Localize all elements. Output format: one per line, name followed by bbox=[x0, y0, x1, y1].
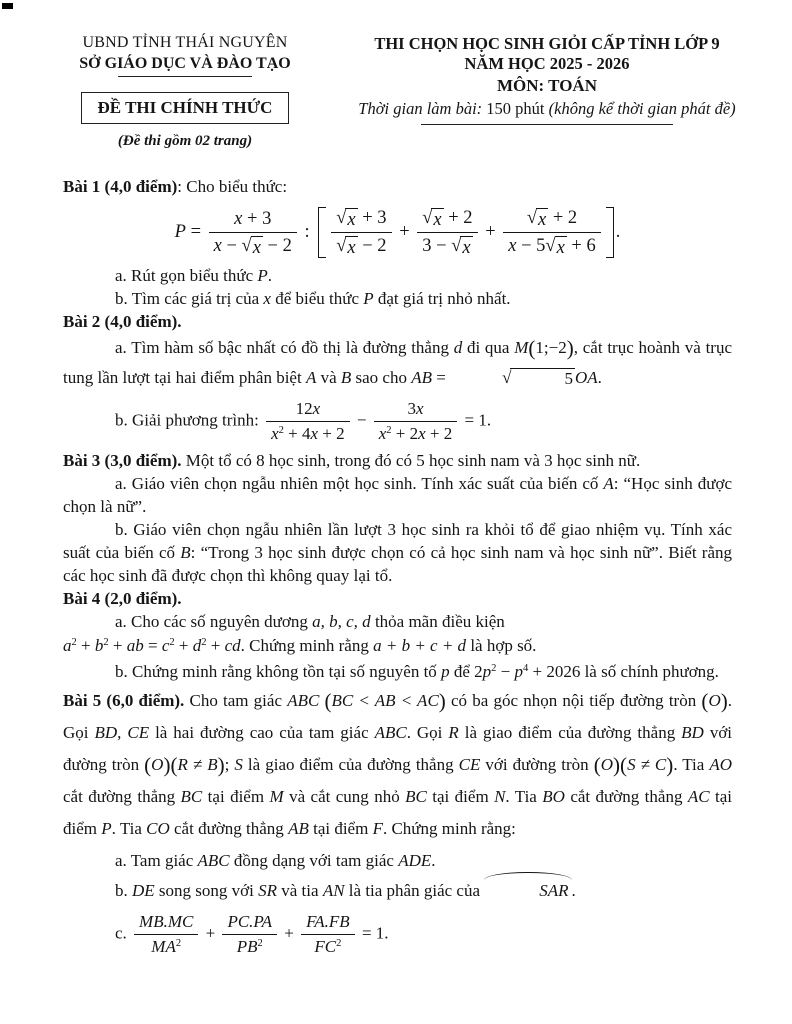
problem4-item-a-line1: a. Cho các số nguyên dương a, b, c, d thỏa mãn điều kiện bbox=[115, 611, 505, 631]
time-underline bbox=[421, 124, 673, 125]
problem1-item-b: b. Tìm các giá trị của x để biểu thức P đạt giá trị nhỏ nhất. bbox=[115, 289, 511, 309]
problem4-item-b: b. Chứng minh rằng không tồn tại số nguyên tố p để $2p^2 - p^4 + 2026$ là số chính phương. bbox=[115, 661, 719, 681]
problem3-item-b: b. Giáo viên chọn ngẫu nhiên lần lượt 3 học sinh ra khỏi tổ để giao nhiệm vụ. Tính xác suất của biến cố B: “Trong 3 học sinh được chọn có cả học sinh nam và học sinh nữ”. Biết rằng các học sinh đã được chọn thì không quay lại tổ. bbox=[63, 519, 732, 585]
time-note: (không kể thời gian phát đề) bbox=[548, 99, 736, 118]
problem5-item-a: a. Tam giác ABC đồng dạng với tam giác ADE. bbox=[115, 850, 436, 870]
exam-header bbox=[0, 0, 792, 150]
time-label: Thời gian làm bài: bbox=[358, 99, 483, 118]
org-name-line1: UBND TỈNH THÁI NGUYÊN bbox=[82, 34, 288, 51]
exam-body bbox=[0, 150, 792, 958]
pages-note: (Đề thi gồm 02 trang) bbox=[117, 133, 253, 149]
problem2-item-a: a. Tìm hàm số bậc nhất có đồ thị là đường thẳng d đi qua M(1;−2), cắt trục hoành và trục tung lần lượt tại hai điểm phân biệt A và B sao cho AB = √ 5 OA. bbox=[63, 336, 732, 389]
subject-line: MÔN: TOÁN bbox=[497, 76, 597, 95]
exam-title-block bbox=[330, 34, 764, 150]
problem4-item-a-line2: $a^2 + b^2$ + ab = $c^2 + d^2$ + cd. Chứng minh rằng a + b + c + d là hợp số. bbox=[63, 635, 537, 655]
problem3-heading: Bài 3 (3,0 điểm). Một tổ có 8 học sinh, trong đó có 5 học sinh nam và 3 học sinh nữ. bbox=[63, 450, 641, 470]
problem5-heading: Bài 5 (6,0 điểm). Cho tam giác ABC (BC < AB < AC) có ba góc nhọn nội tiếp đường tròn (O). Gọi BD, CE là hai đường cao của tam giác ABC. Gọi R là giao điểm của đường thẳng BD với đường tròn (O)(R ≠ B); S là giao điểm của đường thẳng CE với đường tròn (O)(S ≠ C). Tia AO cắt đường thẳng BC tại điểm M và cắt cung nhỏ BC tại điểm N. Tia BO cắt đường thẳng AC tại điểm P. Tia CO cắt đường thẳng AB tại điểm F. Chứng minh rằng: bbox=[63, 688, 733, 838]
org-name-line2: SỞ GIÁO DỤC VÀ ĐÀO TẠO bbox=[79, 55, 291, 72]
problem2-item-b-equation: b. Giải phương trình: $\frac{12x}{x^2 + 4x + 2}$ − $\frac{3x}{x^2 + 2x + 2}$ = 1. bbox=[115, 399, 492, 444]
time-line bbox=[330, 99, 764, 119]
problem5-item-c-equation: c. $\frac{MB.MC}{MA^2}$ + $\frac{PC.PA}{PB^2}$ + $\frac{FA.FB}{FC^2}$ = 1. bbox=[115, 911, 389, 956]
problem1-formula: P = x + 3 x − √ x − 2 : √ x + 3 √ x − 2 + √ x + 2 3 − √ x + √ x + 2 x − 5 √ x + 6 . bbox=[174, 208, 621, 259]
exam-title: THI CHỌN HỌC SINH GIỎI CẤP TỈNH LỚP 9 bbox=[374, 34, 720, 53]
problem1-item-a: a. Rút gọn biểu thức P. bbox=[115, 266, 272, 286]
problem4-heading: Bài 4 (2,0 điểm). bbox=[63, 588, 182, 608]
issuing-authority-block bbox=[40, 34, 330, 150]
problem3-item-a: a. Giáo viên chọn ngẫu nhiên một học sinh. Tính xác suất của biến cố A: “Học sinh được chọn là nữ”. bbox=[63, 473, 732, 516]
official-exam-label: ĐỀ THI CHÍNH THỨC bbox=[97, 98, 273, 117]
time-value: 150 phút bbox=[482, 99, 549, 118]
problem2-heading: Bài 2 (4,0 điểm). bbox=[63, 312, 182, 332]
problem1-heading: Bài 1 (4,0 điểm): Cho biểu thức: bbox=[63, 177, 288, 196]
scan-artifact bbox=[2, 3, 13, 9]
school-year: NĂM HỌC 2025 - 2026 bbox=[464, 54, 630, 73]
official-exam-box bbox=[81, 92, 290, 124]
problem5-item-b: b. DE song song với SR và tia AN là tia phân giác của SAR . bbox=[63, 872, 732, 906]
